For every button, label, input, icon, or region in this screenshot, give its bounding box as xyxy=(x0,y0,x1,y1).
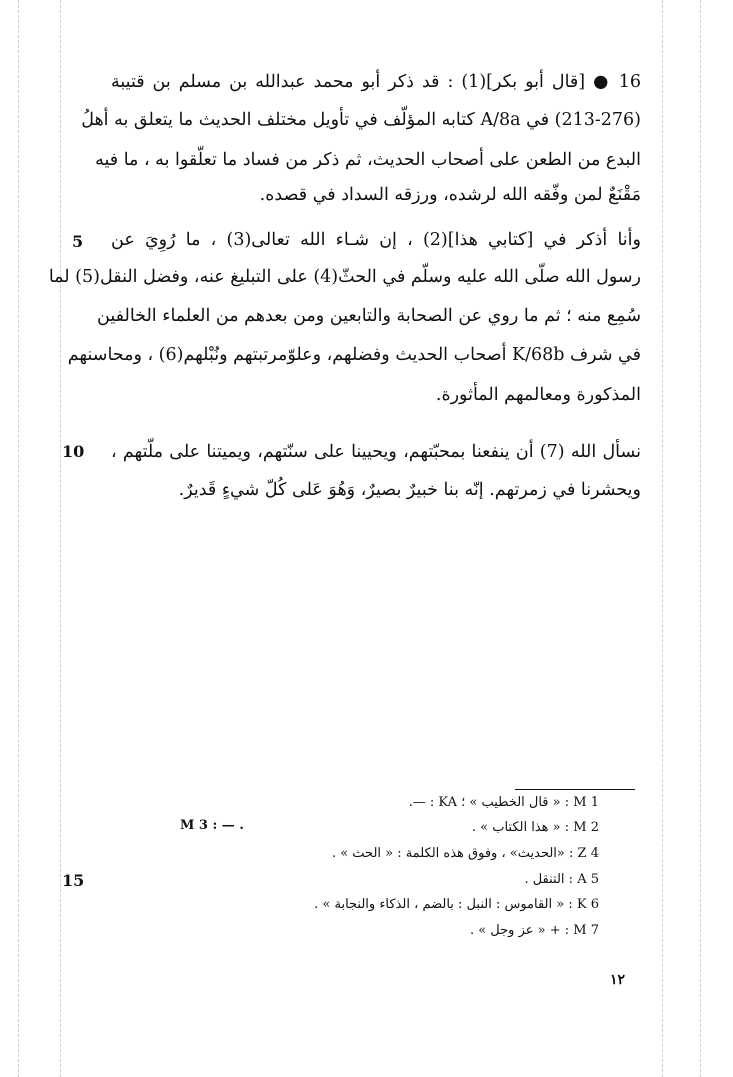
text-line: سُمِع منه ؛ ثم ما روي عن الصحابة والتابعين ومن بعدهم من العلماء الخالفين xyxy=(97,306,641,326)
line-number: 5 xyxy=(72,232,84,251)
line-number: 15 xyxy=(62,871,85,890)
text-line: ويحشرنا في زمرتهم. إنّه بنا خبيرٌ بصيرٌ، وَهُوَ عَلى كُلّ شيءٍ قَديرٌ. xyxy=(178,480,641,500)
footnote: 1 M : « قال الخطيب » ؛ KA : —. xyxy=(408,795,599,810)
text-line: 16 ● [قال أبو بكر](1) : قد ذكر أبو محمد عبدالله بن مسلم بن قتيبة xyxy=(111,72,641,92)
text-line: وأنا أذكر في [كتابي هذا](2) ، إن شـاء الله تعالى(3) ، ما رُوِيَ عن xyxy=(111,230,641,250)
text-line: المذكورة ومعالمهم المأثورة. xyxy=(435,385,641,405)
footnote-separator xyxy=(515,789,635,790)
text-line: البدع من الطعن على أصحاب الحديث، ثم ذكر من فساد ما تعلّقوا به ، ما فيه xyxy=(95,150,641,170)
footnote-side-note: M 3 : — . xyxy=(180,818,244,833)
text-line: في شرف K/68b أصحاب الحديث وفضلهم، وعلوّمرتبتهم ونُبْلهم(6) ، ومحاسنهم xyxy=(67,345,641,365)
text-line: (213-276) في A/8a كتابه المؤلّف في تأويل مختلف الحديث ما يتعلق به أهلُ xyxy=(81,110,641,130)
text-line: رسول الله صلّى الله عليه وسلّم في الحثّ(4) على التبليغ عنه، وفضل النقل(5) لما xyxy=(48,267,641,287)
line-number: 10 xyxy=(62,442,85,461)
text-line: نسأل الله (7) أن ينفعنا بمحبّتهم، ويحيينا على سنّتهم، ويميتنا على ملّتهم ، xyxy=(111,442,641,462)
page-edge-line xyxy=(18,0,19,1077)
page-edge-line xyxy=(700,0,701,1077)
page-edge-line xyxy=(662,0,663,1077)
text-line: مَقْنَعٌ لمن وفّقه الله لرشده، ورزقه السداد في قصده. xyxy=(259,185,641,205)
footnote: 5 A : التنقل . xyxy=(524,872,599,887)
footnote: 6 K : « القاموس : النبل : بالضم ، الذكاء والنجابة » . xyxy=(314,897,599,912)
page-number: ١٢ xyxy=(609,972,625,988)
footnote: 7 M : + « عز وجل » . xyxy=(469,923,599,938)
footnote: 4 Z : «الحديث» ، وفوق هذه الكلمة : « الحث » . xyxy=(331,846,599,861)
footnote: 2 M : « هذا الكتاب » . xyxy=(471,820,599,835)
page-edge-line xyxy=(60,0,61,1077)
